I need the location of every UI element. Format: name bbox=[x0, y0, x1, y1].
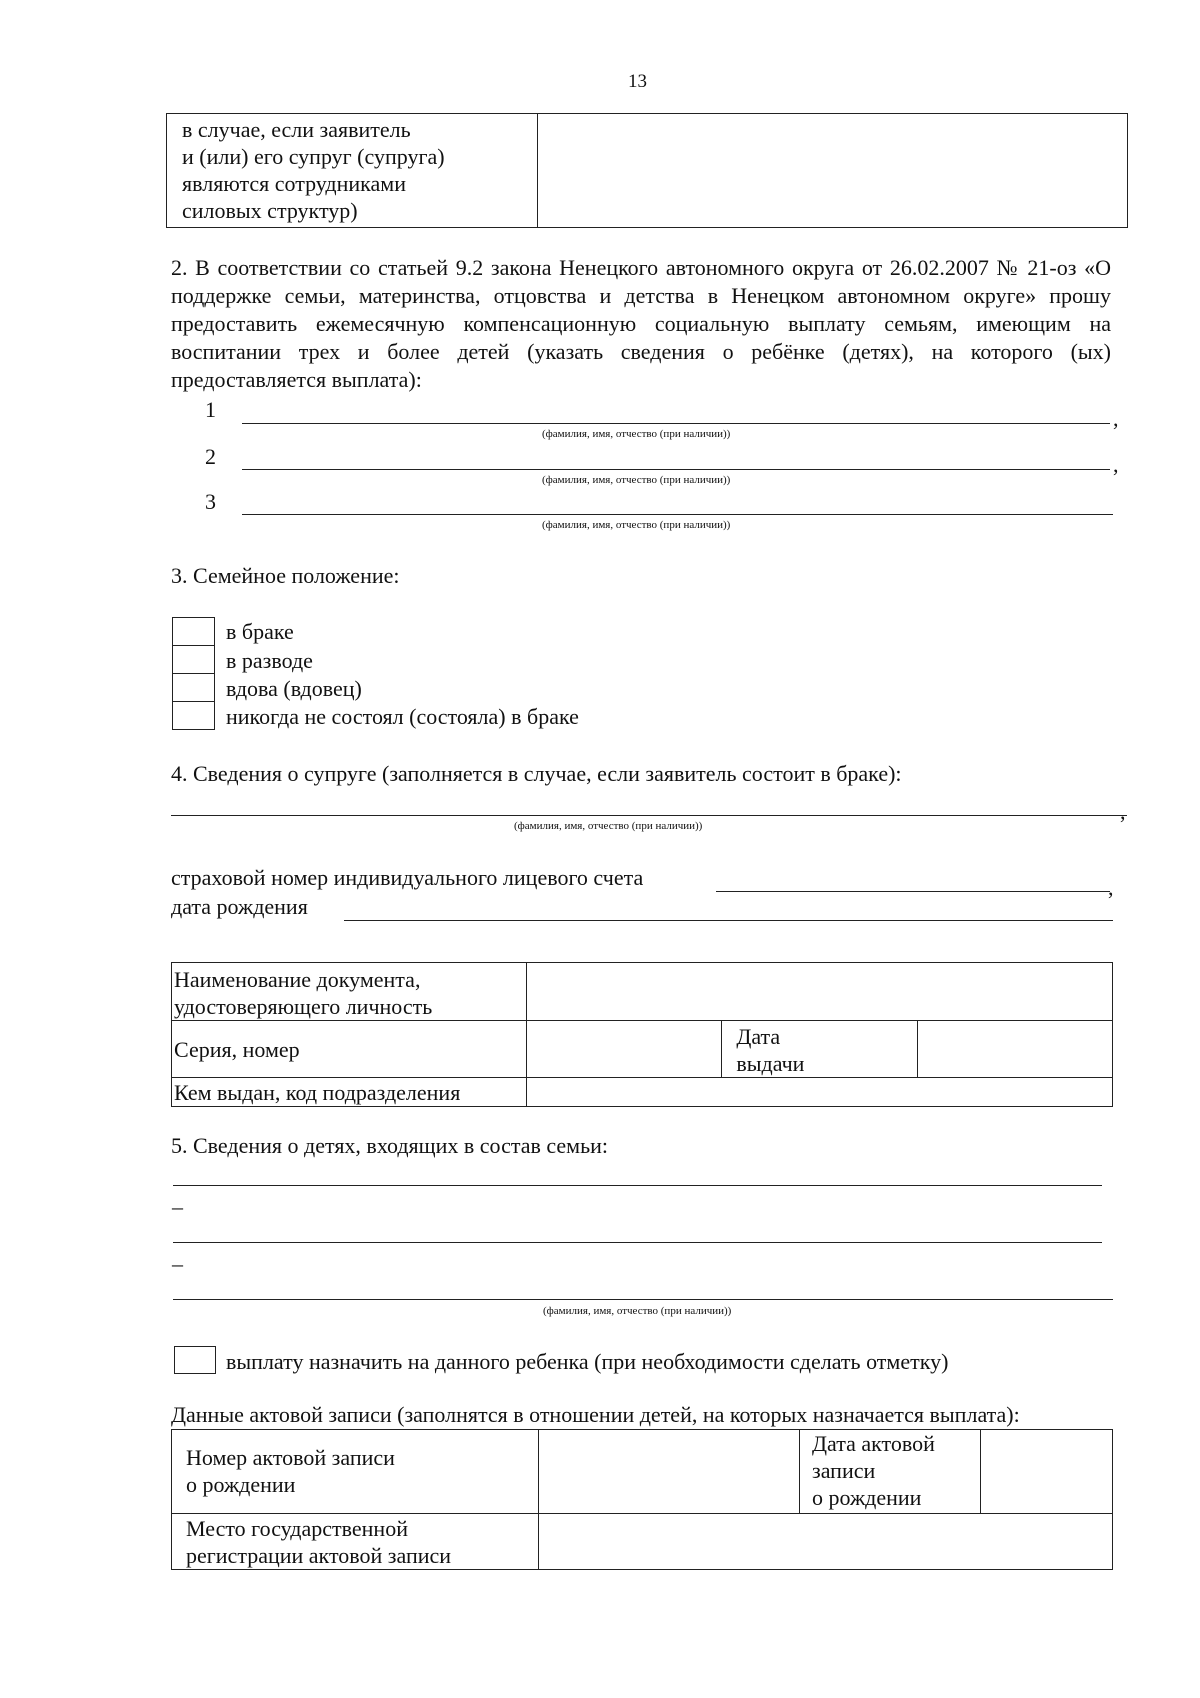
assign-payment-checkbox[interactable] bbox=[174, 1346, 216, 1374]
act-date-label: записи bbox=[812, 1458, 876, 1483]
top-table-line: и (или) его супруг (супруга) bbox=[182, 144, 445, 169]
marital-option-label: вдова (вдовец) bbox=[226, 676, 362, 701]
child-2-caption: (фамилия, имя, отчество (при наличии)) bbox=[542, 474, 731, 486]
children-input-line-3[interactable] bbox=[173, 1299, 1113, 1300]
child-3-caption: (фамилия, имя, отчество (при наличии)) bbox=[542, 519, 731, 531]
act-date-value-cell[interactable] bbox=[981, 1430, 1113, 1514]
act-date-label: Дата актовой bbox=[812, 1431, 935, 1456]
registration-place-label: регистрации актовой записи bbox=[186, 1543, 452, 1568]
snils-label: страховой номер индивидуального лицевого счета bbox=[171, 865, 644, 890]
act-record-title: Данные актовой записи (заполнятся в отношении детей, на которых назначается выплата): bbox=[171, 1402, 1020, 1427]
top-table-line: в случае, если заявитель bbox=[182, 117, 411, 142]
doc-name-label: удостоверяющего личность bbox=[174, 994, 433, 1019]
children-input-line-1[interactable] bbox=[173, 1185, 1102, 1186]
marital-checkbox-never-married[interactable] bbox=[172, 701, 215, 730]
page-number: 13 bbox=[628, 71, 647, 92]
top-table bbox=[166, 113, 1128, 228]
child-row-number: 2 bbox=[205, 444, 216, 469]
doc-name-value-cell[interactable] bbox=[527, 963, 1113, 1021]
comma-mark: , bbox=[1120, 799, 1126, 824]
doc-name-label: Наименование документа, bbox=[174, 967, 421, 992]
top-table-line: силовых структур) bbox=[182, 198, 358, 223]
top-table-line: являются сотрудниками bbox=[182, 171, 406, 196]
act-date-label-cell bbox=[800, 1430, 981, 1514]
children-caption: (фамилия, имя, отчество (при наличии)) bbox=[543, 1305, 732, 1317]
issued-by-value-cell[interactable] bbox=[527, 1078, 1113, 1107]
series-label: Серия, номер bbox=[174, 1037, 300, 1062]
registration-place-value-cell[interactable] bbox=[539, 1514, 1113, 1570]
section3-title: 3. Семейное положение: bbox=[171, 563, 400, 588]
marital-checkbox-widowed[interactable] bbox=[172, 673, 215, 702]
child-1-caption: (фамилия, имя, отчество (при наличии)) bbox=[542, 428, 731, 440]
section5-title: 5. Сведения о детях, входящих в состав семьи: bbox=[171, 1133, 609, 1158]
issue-date-label: Дата bbox=[736, 1024, 781, 1049]
act-number-label-cell bbox=[172, 1430, 539, 1514]
child-1-input-line[interactable] bbox=[242, 423, 1110, 424]
marital-option-label: в разводе bbox=[226, 648, 313, 673]
series-label-cell bbox=[172, 1021, 527, 1078]
spouse-name-input-line[interactable] bbox=[171, 815, 1127, 816]
registration-place-label: Место государственной bbox=[186, 1516, 408, 1541]
act-date-label: о рождении bbox=[812, 1485, 922, 1510]
children-input-line-2[interactable] bbox=[173, 1242, 1102, 1243]
marital-option-label: никогда не состоял (состояла) в браке bbox=[226, 704, 579, 729]
doc-name-label-cell bbox=[172, 963, 527, 1021]
child-row-number: 1 bbox=[205, 397, 216, 422]
child-row-number: 3 bbox=[205, 489, 216, 514]
act-number-label: о рождении bbox=[186, 1472, 296, 1497]
issue-date-label-cell bbox=[722, 1021, 917, 1078]
issued-by-label: Кем выдан, код подразделения bbox=[174, 1080, 461, 1105]
birth-date-label: дата рождения bbox=[171, 894, 308, 919]
act-record-table bbox=[171, 1429, 1113, 1570]
act-number-value-cell[interactable] bbox=[539, 1430, 800, 1514]
act-number-label: Номер актовой записи bbox=[186, 1445, 395, 1470]
marital-checkbox-married[interactable] bbox=[172, 617, 215, 646]
spouse-document-table bbox=[171, 962, 1113, 1107]
registration-place-label-cell bbox=[172, 1514, 539, 1570]
dash-mark: – bbox=[172, 1194, 183, 1219]
issue-date-value-cell[interactable] bbox=[917, 1021, 1112, 1078]
top-table-label-cell bbox=[167, 114, 538, 228]
marital-checkbox-divorced[interactable] bbox=[172, 645, 215, 674]
dash-mark: – bbox=[172, 1251, 183, 1276]
snils-input-line[interactable] bbox=[716, 891, 1110, 892]
comma-mark: , bbox=[1113, 406, 1119, 431]
child-3-input-line[interactable] bbox=[242, 514, 1113, 515]
top-table-value-cell[interactable] bbox=[538, 114, 1128, 228]
birth-date-input-line[interactable] bbox=[344, 920, 1113, 921]
section2-paragraph: 2. В соответствии со статьей 9.2 закона Ненецкого автономного округа от 26.02.2007 № 21-оз «О поддержке семьи, материнства, отцовства и детства в Ненецком автономном округе» прошу предоставить ежемесячную компенсационную социальную выплату семьям, имеющим на воспитании трех и более детей (указать сведения о ребёнке (детях), на которого (ых) предоставляется выплата): bbox=[171, 255, 1111, 392]
spouse-name-caption: (фамилия, имя, отчество (при наличии)) bbox=[514, 820, 703, 832]
section4-title: 4. Сведения о супруге (заполняется в случае, если заявитель состоит в браке): bbox=[171, 761, 902, 786]
issued-by-label-cell bbox=[172, 1078, 527, 1107]
assign-payment-label: выплату назначить на данного ребенка (при необходимости сделать отметку) bbox=[226, 1349, 949, 1374]
marital-option-label: в браке bbox=[226, 619, 294, 644]
issue-date-label: выдачи bbox=[736, 1051, 805, 1076]
comma-mark: , bbox=[1108, 875, 1114, 900]
comma-mark: , bbox=[1113, 452, 1119, 477]
series-value-cell[interactable] bbox=[527, 1021, 722, 1078]
child-2-input-line[interactable] bbox=[242, 469, 1110, 470]
